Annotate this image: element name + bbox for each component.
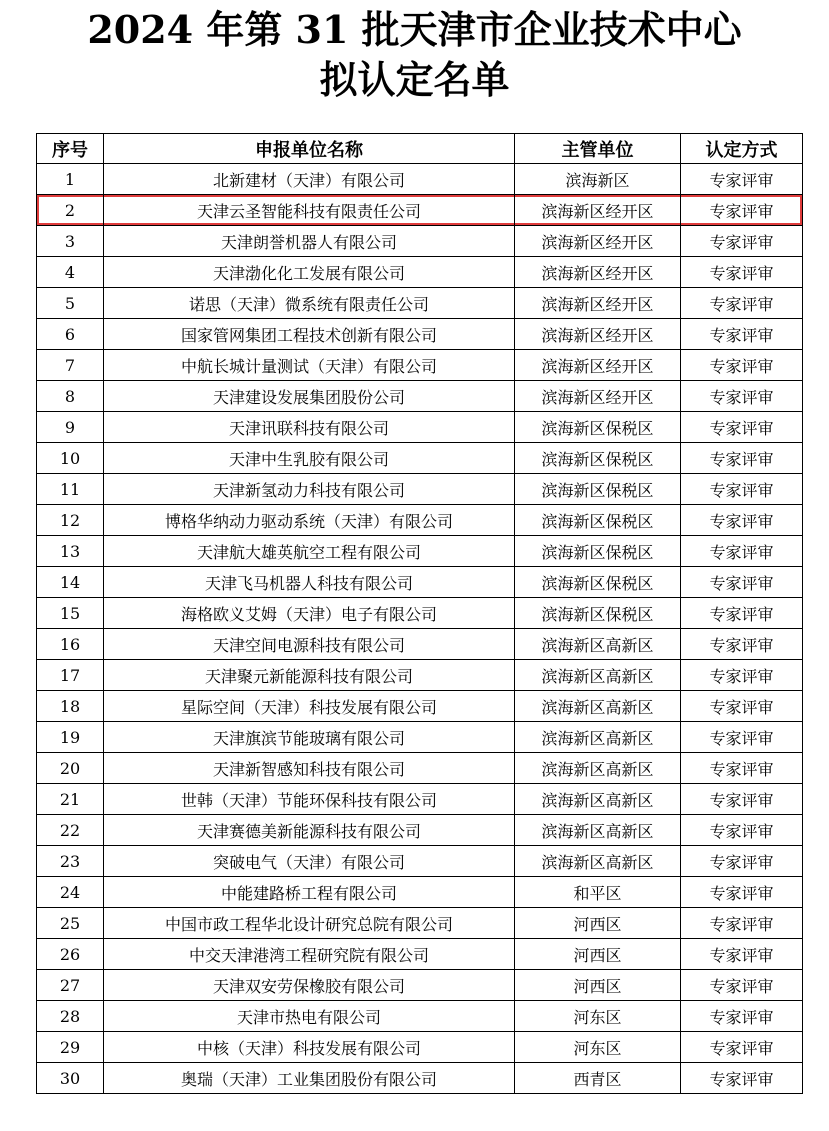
certification-method: 专家评审 (681, 660, 803, 691)
company-name: 天津渤化化工发展有限公司 (104, 257, 515, 288)
row-number: 24 (37, 877, 104, 908)
header-no: 序号 (37, 134, 104, 164)
certification-method: 专家评审 (681, 939, 803, 970)
row-number: 21 (37, 784, 104, 815)
table-row (37, 598, 803, 629)
supervising-unit: 滨海新区高新区 (515, 629, 681, 660)
supervising-unit: 滨海新区高新区 (515, 815, 681, 846)
company-name: 天津讯联科技有限公司 (104, 412, 515, 443)
row-number: 16 (37, 629, 104, 660)
supervising-unit: 滨海新区 (515, 164, 681, 195)
supervising-unit: 滨海新区经开区 (515, 381, 681, 412)
row-number: 5 (37, 288, 104, 319)
table-row (37, 846, 803, 877)
header-dept: 主管单位 (515, 134, 681, 164)
table-row (37, 288, 803, 319)
table-row (37, 1063, 803, 1094)
supervising-unit: 滨海新区保税区 (515, 474, 681, 505)
table-row (37, 443, 803, 474)
supervising-unit: 滨海新区经开区 (515, 350, 681, 381)
supervising-unit: 滨海新区高新区 (515, 660, 681, 691)
table-row (37, 381, 803, 412)
certification-method: 专家评审 (681, 629, 803, 660)
certification-method: 专家评审 (681, 319, 803, 350)
table-row (37, 1032, 803, 1063)
supervising-unit: 河东区 (515, 1032, 681, 1063)
row-number: 15 (37, 598, 104, 629)
table-row (37, 319, 803, 350)
company-name: 星际空间（天津）科技发展有限公司 (104, 691, 515, 722)
certification-method: 专家评审 (681, 567, 803, 598)
certification-method: 专家评审 (681, 443, 803, 474)
company-name: 中交天津港湾工程研究院有限公司 (104, 939, 515, 970)
company-name: 中能建路桥工程有限公司 (104, 877, 515, 908)
supervising-unit: 滨海新区保税区 (515, 505, 681, 536)
table-header-row (37, 134, 803, 164)
row-number: 22 (37, 815, 104, 846)
row-number: 2 (37, 195, 104, 226)
row-number: 25 (37, 908, 104, 939)
company-name: 世韩（天津）节能环保科技有限公司 (104, 784, 515, 815)
supervising-unit: 滨海新区保税区 (515, 536, 681, 567)
supervising-unit: 滨海新区高新区 (515, 722, 681, 753)
company-name: 天津空间电源科技有限公司 (104, 629, 515, 660)
company-name: 北新建材（天津）有限公司 (104, 164, 515, 195)
supervising-unit: 滨海新区保税区 (515, 567, 681, 598)
company-name: 博格华纳动力驱动系统（天津）有限公司 (104, 505, 515, 536)
company-name: 海格欧义艾姆（天津）电子有限公司 (104, 598, 515, 629)
row-number: 20 (37, 753, 104, 784)
company-name: 中国市政工程华北设计研究总院有限公司 (104, 908, 515, 939)
supervising-unit: 河西区 (515, 970, 681, 1001)
supervising-unit: 河西区 (515, 939, 681, 970)
company-name: 天津朗誉机器人有限公司 (104, 226, 515, 257)
table-row (37, 877, 803, 908)
certification-method: 专家评审 (681, 381, 803, 412)
company-name: 奥瑞（天津）工业集团股份有限公司 (104, 1063, 515, 1094)
supervising-unit: 滨海新区经开区 (515, 319, 681, 350)
company-name: 天津航大雄英航空工程有限公司 (104, 536, 515, 567)
company-name: 天津中生乳胶有限公司 (104, 443, 515, 474)
certification-method: 专家评审 (681, 815, 803, 846)
table-row (37, 691, 803, 722)
company-name: 突破电气（天津）有限公司 (104, 846, 515, 877)
table-row (37, 536, 803, 567)
page-title: 2024 年第 31 批天津市企业技术中心 (87, 7, 742, 52)
table-row (37, 474, 803, 505)
certification-method: 专家评审 (681, 226, 803, 257)
certification-method: 专家评审 (681, 877, 803, 908)
row-number: 12 (37, 505, 104, 536)
row-number: 7 (37, 350, 104, 381)
table-row (37, 412, 803, 443)
company-name: 天津聚元新能源科技有限公司 (104, 660, 515, 691)
row-number: 23 (37, 846, 104, 877)
company-name: 天津建设发展集团股份公司 (104, 381, 515, 412)
certification-method: 专家评审 (681, 350, 803, 381)
table-row (37, 939, 803, 970)
company-name: 天津新氢动力科技有限公司 (104, 474, 515, 505)
row-number: 14 (37, 567, 104, 598)
table-row (37, 567, 803, 598)
table-row (37, 629, 803, 660)
row-number: 10 (37, 443, 104, 474)
supervising-unit: 滨海新区经开区 (515, 226, 681, 257)
company-name: 中航长城计量测试（天津）有限公司 (104, 350, 515, 381)
table-row (37, 908, 803, 939)
row-number: 4 (37, 257, 104, 288)
company-name: 天津双安劳保橡胶有限公司 (104, 970, 515, 1001)
company-name: 天津市热电有限公司 (104, 1001, 515, 1032)
certification-method: 专家评审 (681, 1063, 803, 1094)
company-name: 天津赛德美新能源科技有限公司 (104, 815, 515, 846)
row-number: 29 (37, 1032, 104, 1063)
company-name: 国家管网集团工程技术创新有限公司 (104, 319, 515, 350)
certification-method: 专家评审 (681, 970, 803, 1001)
company-name: 天津云圣智能科技有限责任公司 (104, 195, 515, 226)
certification-method: 专家评审 (681, 288, 803, 319)
table-row (37, 226, 803, 257)
row-number: 30 (37, 1063, 104, 1094)
table-row (37, 257, 803, 288)
table-row (37, 164, 803, 195)
supervising-unit: 滨海新区经开区 (515, 288, 681, 319)
supervising-unit: 和平区 (515, 877, 681, 908)
company-name: 诺思（天津）微系统有限责任公司 (104, 288, 515, 319)
table-row (37, 784, 803, 815)
row-number: 3 (37, 226, 104, 257)
supervising-unit: 滨海新区经开区 (515, 195, 681, 226)
page-subtitle: 拟认定名单 (319, 57, 510, 102)
supervising-unit: 滨海新区高新区 (515, 784, 681, 815)
supervising-unit: 滨海新区保税区 (515, 412, 681, 443)
certification-method: 专家评审 (681, 164, 803, 195)
table-row (37, 1001, 803, 1032)
certification-method: 专家评审 (681, 753, 803, 784)
table-row (37, 722, 803, 753)
company-name: 天津飞马机器人科技有限公司 (104, 567, 515, 598)
supervising-unit: 滨海新区高新区 (515, 691, 681, 722)
certification-method: 专家评审 (681, 784, 803, 815)
table-body (37, 164, 803, 1094)
company-name: 天津旗滨节能玻璃有限公司 (104, 722, 515, 753)
certification-method: 专家评审 (681, 846, 803, 877)
row-number: 26 (37, 939, 104, 970)
certification-method: 专家评审 (681, 412, 803, 443)
row-number: 1 (37, 164, 104, 195)
row-number: 8 (37, 381, 104, 412)
table-row (37, 970, 803, 1001)
supervising-unit: 滨海新区高新区 (515, 846, 681, 877)
certification-method: 专家评审 (681, 908, 803, 939)
row-number: 13 (37, 536, 104, 567)
certification-method: 专家评审 (681, 195, 803, 226)
row-number: 18 (37, 691, 104, 722)
table-row-highlighted (37, 195, 803, 226)
certification-method: 专家评审 (681, 505, 803, 536)
supervising-unit: 河东区 (515, 1001, 681, 1032)
table-row (37, 660, 803, 691)
row-number: 17 (37, 660, 104, 691)
supervising-unit: 滨海新区保税区 (515, 598, 681, 629)
header-mode: 认定方式 (681, 134, 803, 164)
supervising-unit: 河西区 (515, 908, 681, 939)
row-number: 19 (37, 722, 104, 753)
certification-method: 专家评审 (681, 598, 803, 629)
table-row (37, 505, 803, 536)
certification-method: 专家评审 (681, 1001, 803, 1032)
supervising-unit: 滨海新区保税区 (515, 443, 681, 474)
row-number: 6 (37, 319, 104, 350)
certification-method: 专家评审 (681, 257, 803, 288)
certification-method: 专家评审 (681, 536, 803, 567)
certification-method: 专家评审 (681, 691, 803, 722)
certification-method: 专家评审 (681, 474, 803, 505)
row-number: 27 (37, 970, 104, 1001)
table-row (37, 815, 803, 846)
supervising-unit: 滨海新区高新区 (515, 753, 681, 784)
company-name: 天津新智感知科技有限公司 (104, 753, 515, 784)
row-number: 9 (37, 412, 104, 443)
company-name: 中核（天津）科技发展有限公司 (104, 1032, 515, 1063)
supervising-unit: 滨海新区经开区 (515, 257, 681, 288)
row-number: 11 (37, 474, 104, 505)
certification-method: 专家评审 (681, 722, 803, 753)
table-row (37, 753, 803, 784)
enterprise-list-table (36, 133, 803, 1094)
header-name: 申报单位名称 (104, 134, 515, 164)
row-number: 28 (37, 1001, 104, 1032)
table-row (37, 350, 803, 381)
certification-method: 专家评审 (681, 1032, 803, 1063)
supervising-unit: 西青区 (515, 1063, 681, 1094)
